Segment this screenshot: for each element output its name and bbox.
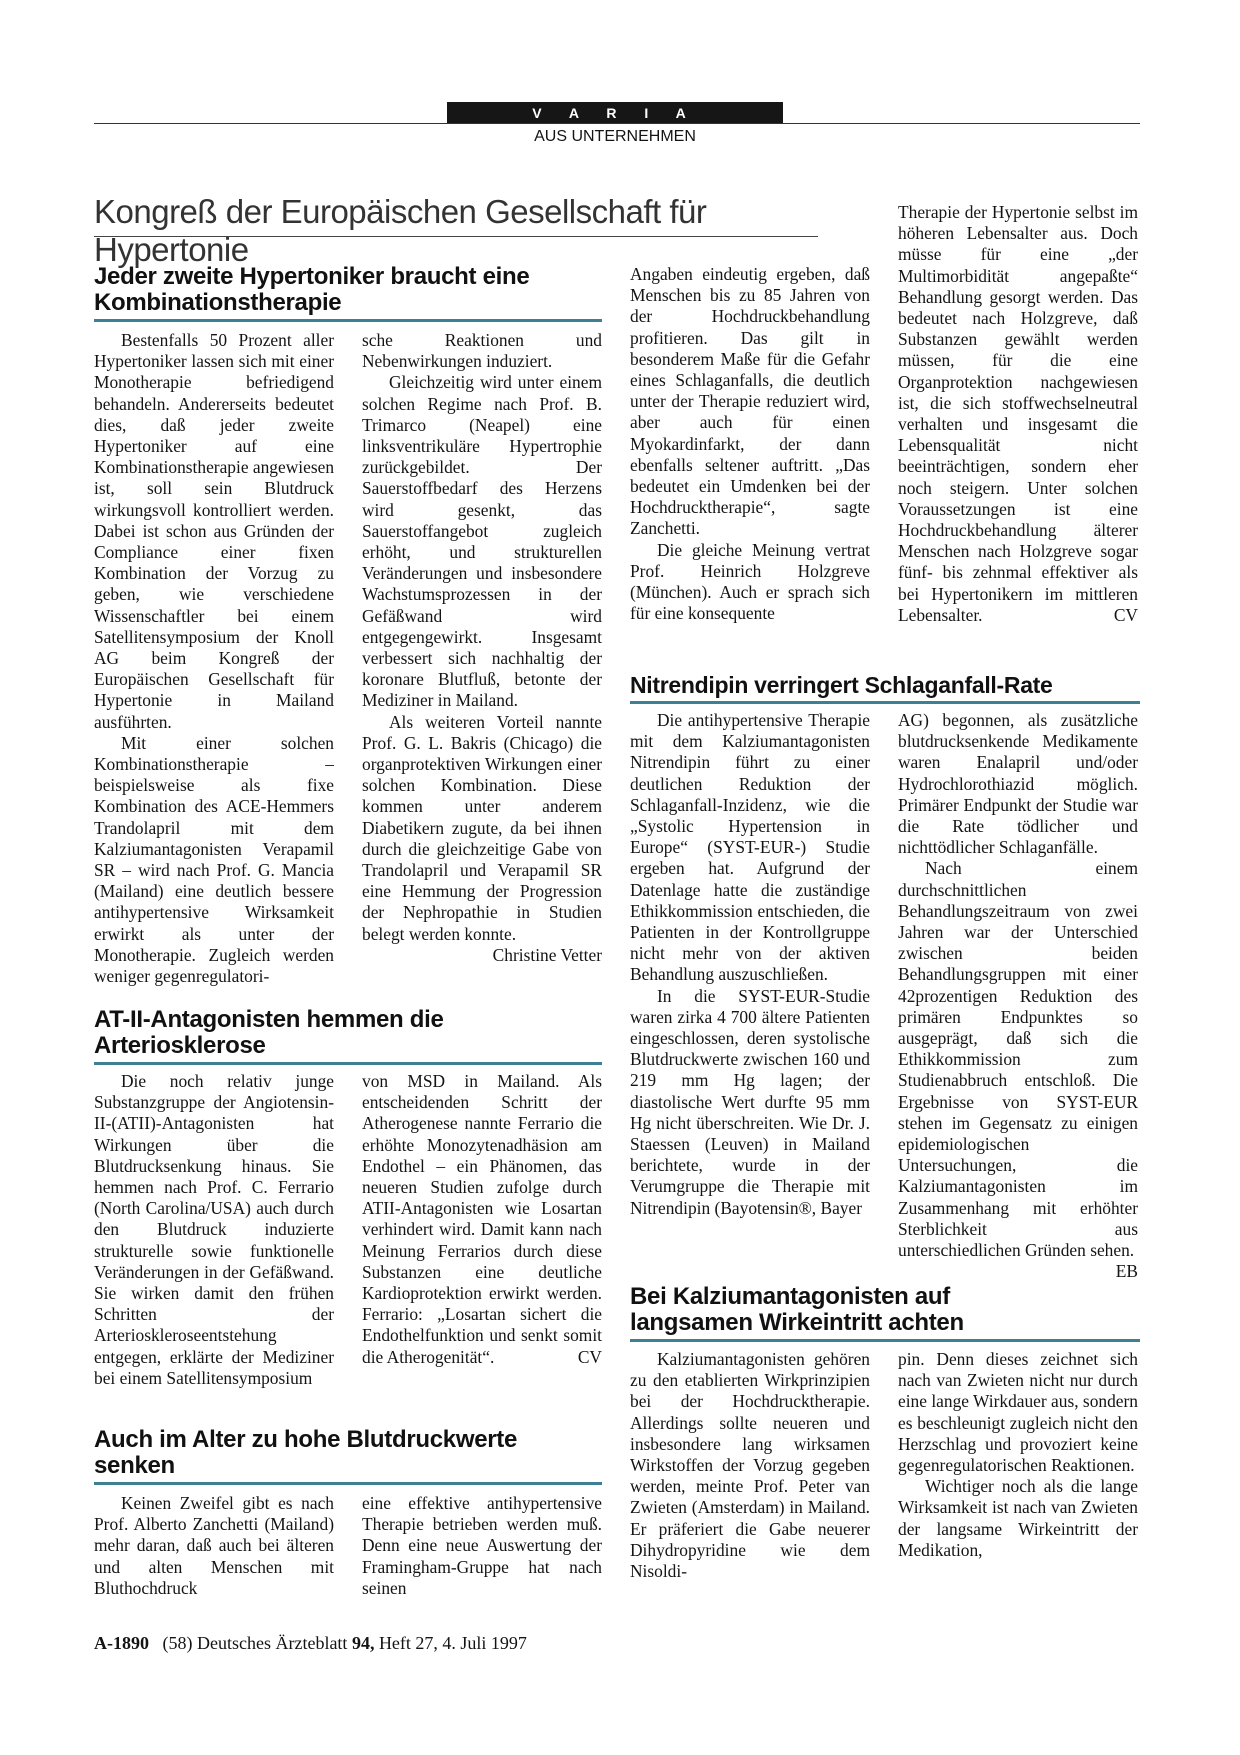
article-paragraph: Die gleiche Meinung vertrat Prof. Heinrich Holzgreve (München). Auch er sprach sich für eine konsequente xyxy=(630,539,870,624)
author-signature: CV xyxy=(577,1346,602,1367)
article-paragraph: Bestenfalls 50 Prozent aller Hypertoniker lassen sich mit einer Monotherapie befriedigend behandeln. Andererseits bedeutet dies, daß jeder zweite Hypertoniker auf eine Kombinationstherapie angewiesen ist, soll sein Blutdruck wirkungsvoll kontrolliert werden. Dabei ist schon aus Gründen der Compliance einer fixen Kombination der Vorzug zu geben, wie verschiedene Wissenschaftler bei einem Satellitensymposium der Knoll AG beim Kongreß der Europäischen Gesellschaft für Hypertonie in Mailand ausführten. xyxy=(94,330,335,732)
page-title: Kongreß der Europäischen Gesellschaft für Hypertonie xyxy=(94,193,707,268)
article-paragraph: Die noch relativ junge Substanzgruppe der Angiotensin-II-(ATII)-Antagonisten hat Wirkungen über die Blutdrucksenkung hinaus. Sie hemmen nach Prof. C. Ferrario (North Carolina/USA) auch durch den Blutdruck induzierte strukturelle sowie funktionelle Veränderungen in der Gefäßwand. Sie wirken damit den frühen Schritten der Arterioskleroseentstehung entgegen, erklärte der Mediziner bei einem Satellitensymposium xyxy=(94,1071,334,1388)
article-headline-block xyxy=(630,672,1140,704)
article-column xyxy=(94,1493,334,1599)
article-headline-block xyxy=(94,264,602,322)
author-signature: CV xyxy=(1113,604,1138,625)
article-paragraph: eine effektive antihypertensive Therapie betrieben werden muß. Denn eine neue Auswertung der Framingham-Gruppe hat nach seinen xyxy=(362,1493,602,1598)
headline-rule xyxy=(630,1339,1140,1342)
header-rule xyxy=(94,123,1140,124)
section-label: AUS UNTERNEHMEN xyxy=(534,128,696,145)
article-headline-block xyxy=(94,1007,602,1065)
article-headline-block xyxy=(94,1427,602,1485)
headline-rule xyxy=(94,1482,602,1485)
article-paragraph: Kalziumantagonisten gehören zu den etablierten Wirkprinzipien bei der Hochdrucktherapie. Allerdings sollte neueren und insbesondere lang wirksamen Wirkstoffen der Vorzug gegeben werden, meinte Prof. Peter van Zwieten (Amsterdam) in Mailand. Er präferiert die Gabe neuerer Dihydropyridine wie dem Nisoldi- xyxy=(630,1349,870,1582)
article-headline-block xyxy=(630,1284,1140,1342)
article-paragraph: Keinen Zweifel gibt es nach Prof. Alberto Zanchetti (Mailand) mehr daran, daß auch bei älteren und alten Menschen mit Bluthochdruck xyxy=(94,1493,334,1598)
article-paragraph: von MSD in Mailand. Als entscheidenden Schritt der Atherogenese nannte Ferrario die erhöhte Monozytenadhäsion am Endothel – ein Phänomen, das neueren Studien zufolge durch ATII-Antagonisten wie Losartan verhindert wird. Damit kann nach Meinung Ferrarios durch diese Substanzen eine deutliche Kardioprotektion erwirkt werden. Ferrario: „Losartan sichert die Endothelfunktion und senkt somit die Atherogenität“. CV xyxy=(362,1071,602,1367)
article-paragraph: AG) begonnen, als zusätzliche blutdrucksenkende Medikamente waren Enalapril und/oder Hydrochlorothiazid möglich. Primärer Endpunkt der Studie war die Rate tödlicher und nichttödlicher Schlaganfälle. xyxy=(898,710,1138,858)
author-signature: EB xyxy=(1115,1261,1138,1282)
article-headline: AT-II-Antagonisten hemmen die Arteriosklerose xyxy=(94,1006,444,1059)
article-headline: Auch im Alter zu hohe Blutdruckwerte senken xyxy=(94,1426,518,1479)
article-column xyxy=(362,1071,602,1368)
article-paragraph: Therapie der Hypertonie selbst im höheren Lebensalter aus. Doch müsse für eine „der Multimorbidität angepaßte“ Behandlung gesorgt werden. Das bedeutet nach Holzgreve, daß Substanzen gewählt werden müssen, für die eine Organprotektion nachgewiesen ist, die sich stoffwechselneutral verhalten und insgesamt die Lebensqualität nicht beeinträchtigen, sondern eher noch steigern. Unter solchen Voraussetzungen ist eine Hochdruckbehandlung älterer Menschen nach Holzgreve sogar fünf- bis zehnmal effektiver als bei Hypertonikern im mittleren Lebensalter. CV xyxy=(898,202,1138,625)
author-signature: Christine Vetter xyxy=(492,944,602,965)
article-paragraph: Die antihypertensive Therapie mit dem Kalziumantagonisten Nitrendipin führt zu einer deutlichen Reduktion der Schlaganfall-Inzidenz, wie die „Systolic Hypertension in Europe“ (SYST-EUR-) Studie ergeben hat. Aufgrund der Datenlage hatte die zuständige Ethikkommission entschieden, die Patienten in der Kontrollgruppe nicht mehr von der aktiven Behandlung auszuschließen. xyxy=(630,710,870,985)
page-code: A-1890 xyxy=(94,1633,149,1653)
headline-rule xyxy=(94,1062,602,1065)
article-column xyxy=(898,202,1138,626)
citation-issue: Heft 27, 4. Juli 1997 xyxy=(378,1633,527,1653)
article-paragraph: Als weiteren Vorteil nannte Prof. G. L. Bakris (Chicago) die organprotektiven Wirkungen einer solchen Kombination. Diese kommen unter anderem Diabetikern zugute, da bei ihnen durch die gleichzeitige Gabe von Trandolapril und Verapamil SR eine Hemmung der Progression der Nephropathie in Studien belegt werden konnte. Christine Vetter xyxy=(362,711,602,965)
headline-rule xyxy=(630,701,1140,704)
article-column xyxy=(94,1071,334,1389)
title-underline xyxy=(94,236,818,237)
article-column xyxy=(630,264,870,624)
article-paragraph: In die SYST-EUR-Studie waren zirka 4 700 ältere Patienten eingeschlossen, deren systolische Blutdruckwerte zwischen 160 und 219 mm Hg lagen; der diastolische Wert durfte 95 mm Hg nicht überschreiten. Wie Dr. J. Staessen (Leuven) in Mailand berichtete, wurde in der Verumgruppe die Therapie mit Nitrendipin (Bayotensin®, Bayer xyxy=(630,985,870,1218)
article-column xyxy=(898,1349,1138,1561)
article-paragraph: Nach einem durchschnittlichen Behandlungszeitraum von zwei Jahren war der Unterschied zwischen beiden Behandlungsgruppen mit einer 42prozentigen Reduktion des primären Endpunktes so ausgeprägt, daß sich die Ethikkommission zum Studienabbruch entschloß. Die Ergebnisse von SYST-EUR stehen im Gegensatz zu einigen epidemiologischen Untersuchungen, die Kalziumantagonisten im Zusammenhang mit erhöhter Sterblichkeit aus unterschiedlichen Gründen sehen. EB xyxy=(898,858,1138,1282)
article-column xyxy=(362,330,602,966)
citation-journal: (58) Deutsches Ärzteblatt xyxy=(162,1633,348,1653)
page-footer xyxy=(94,1633,527,1654)
article-paragraph: Angaben eindeutig ergeben, daß Menschen bis zu 85 Jahren von der Hochdruckbehandlung profitieren. Das gilt in besonderem Maße für die Gefahr eines Schlaganfalls, die deutlich unter der Therapie reduziert wird, aber auch für einen Myokardinfarkt, der dann ebenfalls seltener auftritt. „Das bedeutet ein Umdenken bei der Hochdrucktherapie“, sagte Zanchetti. xyxy=(630,264,870,539)
article-column xyxy=(630,710,870,1219)
headline-rule xyxy=(94,319,602,322)
article-column xyxy=(630,1349,870,1582)
article-headline: Jeder zweite Hypertoniker braucht eine Kombinationstherapie xyxy=(94,263,530,316)
article-paragraph: Gleichzeitig wird unter einem solchen Regime nach Prof. B. Trimarco (Neapel) eine linksventrikuläre Hypertrophie zurückgebildet. Der Sauerstoffbedarf des Herzens wird gesenkt, das Sauerstoffangebot zugleich erhöht, und strukturellen Veränderungen und insbesondere Wachstumsprozessen in der Gefäßwand wird entgegengewirkt. Insgesamt verbessert sich nachhaltig der koronare Blutfluß, betonte der Mediziner in Mailand. xyxy=(362,372,602,711)
article-headline: Nitrendipin verringert Schlaganfall-Rate xyxy=(630,672,1053,698)
article-paragraph: Mit einer solchen Kombinationstherapie – beispielsweise als fixe Kombination des ACE-Hemmers Trandolapril mit dem Kalziumantagonisten Verapamil SR – wird nach Prof. G. Mancia (Mailand) eine deutlich bessere antihypertensive Wirksamkeit erwirkt als unter der Monotherapie. Zugleich werden weniger gegenregulatori- xyxy=(94,732,334,987)
citation-volume: 94, xyxy=(351,1633,375,1653)
article-paragraph: sche Reaktionen und Nebenwirkungen induziert. xyxy=(362,330,602,372)
article-column xyxy=(94,330,334,987)
article-paragraph: Wichtiger noch als die lange Wirksamkeit ist nach van Zwieten der langsame Wirkeintritt der Medikation, xyxy=(898,1476,1138,1560)
article-column xyxy=(362,1493,602,1599)
article-column xyxy=(898,710,1138,1282)
article-paragraph: pin. Denn dieses zeichnet sich nach van Zwieten nicht nur durch eine lange Wirkdauer aus, sondern es beschleunigt zugleich nicht den Herzschlag und provoziert keine gegenregulatorischen Reaktionen. xyxy=(898,1349,1138,1476)
section-banner: V A R I A xyxy=(447,102,783,124)
article-headline: Bei Kalziumantagonisten auf langsamen Wirkeintritt achten xyxy=(630,1283,964,1336)
